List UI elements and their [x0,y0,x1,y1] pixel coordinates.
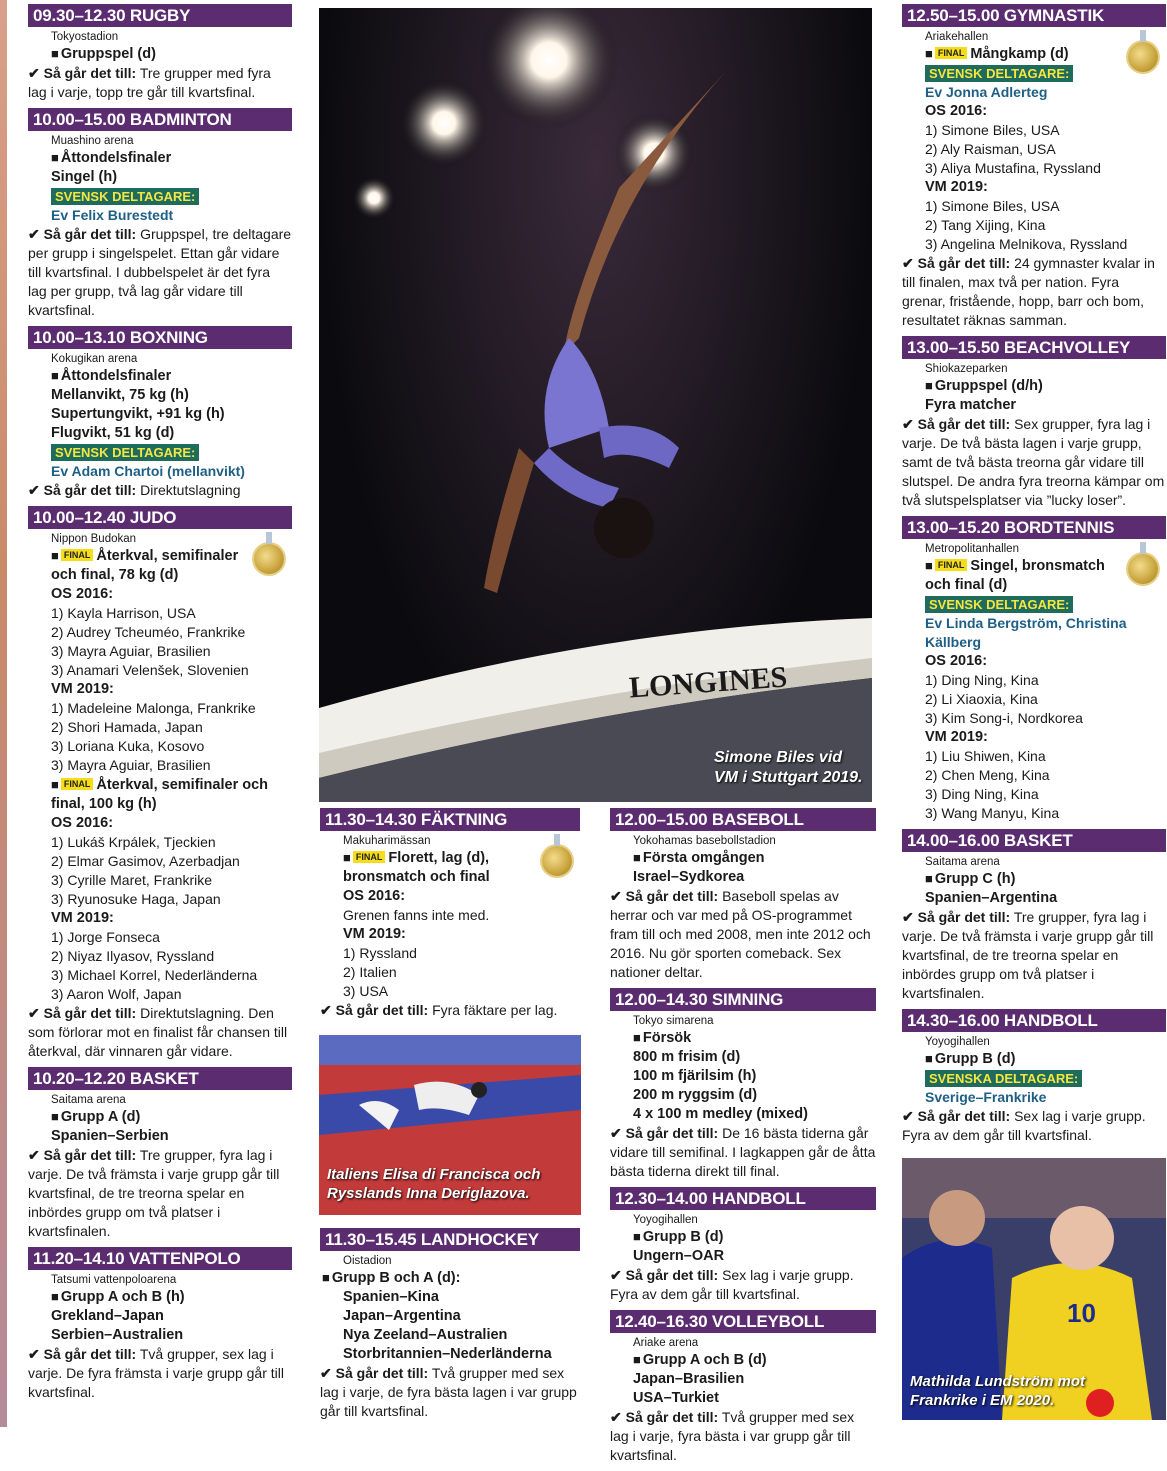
final-badge: FINAL [935,47,968,59]
event-line: ■ Grupp B och A (d): [322,1268,580,1288]
section-header: 13.00–15.20 BORDTENNIS [902,516,1166,539]
race-line: 800 m frisim (d) [633,1049,741,1065]
venue: Shiokazeparken [925,363,1008,375]
final-event: ■ FINAL Mångkamp (d) [925,44,1166,64]
os-label: OS 2016: [925,653,988,669]
gold-medal-icon [1128,554,1158,584]
section-header: 11.30–14.30 FÄKTNING [320,808,580,831]
result-line: 3) Mayra Aguiar, Brasilien [51,757,211,773]
event-volleyball [610,1310,876,1465]
venue: Metropolitanhallen [925,543,1019,555]
result-line: 3) Ding Ning, Kina [925,786,1039,802]
venue: Saitama arena [925,856,1000,868]
section-header: 11.20–14.10 VATTENPOLO [28,1247,292,1270]
how-it-works: ✔ Så går det till: Baseboll spelas av herrar och var med på OS-programmet fram till och med 2008, men inte 2012 och 2016. Nu gör sporten comeback. Sex nationer deltar. [610,888,871,980]
how-it-works: ✔ Så går det till: Gruppspel, tre deltagare per grupp i singelspelet. Ettan går vidare till kvartsfinal. I dubbelspelet är det fyra lag per grupp, två lag går vidare till kvartsfinal. [28,226,292,318]
how-it-works: ✔ Så går det till: Tre grupper med fyra lag i varje, topp tre går till kvartsfinal. [28,65,271,100]
event-line: Singel (h) [51,169,118,185]
event-line: ■ Grupp B (d) [925,1049,1166,1069]
final-event: ■ FINAL Florett, lag (d), bronsmatch och final [343,848,580,887]
final-event: ■ FINAL Återkval, semifinaler och final, 78 kg (d) [51,546,292,585]
gold-medal-icon [542,846,572,876]
result-line: 1) Liu Shiwen, Kina [925,748,1046,764]
column-4 [902,4,1166,1151]
section-header: 10.00–12.40 JUDO [28,506,292,529]
swedish-participant-label: SVENSK DELTAGARE: [51,188,199,205]
venue: Ariake arena [633,1337,699,1349]
result-line: 3) USA [343,983,389,999]
swedish-participant-label: SVENSKA DELTAGARE: [925,1070,1082,1087]
result-line: 3) Aaron Wolf, Japan [51,986,182,1002]
result-line: 2) Niyaz Ilyasov, Ryssland [51,948,215,964]
final-badge: FINAL [353,851,386,863]
check-icon: ✔ [610,1409,622,1425]
how-it-works: ✔ Så går det till: Sex grupper, fyra lag i varje. De två bästa lagen i varje grupp, samt de två bästa treorna går vidare till slutspel. De andra fyra treorna kämpar om två slutspelsplatser via ”lucky loser”. [902,416,1165,508]
match-line: Spanien–Argentina [925,890,1058,906]
how-it-works: ✔ Så går det till: Tre grupper, fyra lag i varje. De två främsta i varje grupp går till kvartsfinal, de tre treorna spelar en inbördes grupp om två platser i kvartsfinalen. [28,1147,280,1239]
match-line: Serbien–Australien [51,1327,184,1343]
swedish-participant-label: SVENSK DELTAGARE: [925,65,1073,82]
result-line: 3) Mayra Aguiar, Brasilien [51,643,211,659]
vm-label: VM 2019: [925,729,988,745]
event-line: Flugvikt, 51 kg (d) [51,425,175,441]
how-it-works: ✔ Så går det till: Sex lag i varje grupp. Fyra av dem går till kvartsfinal. [902,1108,1146,1143]
os-label: OS 2016: [925,103,988,119]
final-event: ■ FINAL Singel, bronsmatch och final (d) [925,556,1166,595]
event-fencing [320,808,580,1020]
section-header: 10.20–12.20 BASKET [28,1067,292,1090]
result-line: 1) Ding Ning, Kina [925,672,1039,688]
event-basket-women [28,1067,292,1241]
swedish-participant: Ev Jonna Adlerteg [925,84,1048,100]
event-gymnastics [902,4,1166,330]
event-table-tennis [902,516,1166,823]
event-line: ■ Grupp A och B (h) [51,1287,292,1307]
check-icon: ✔ [610,1125,622,1141]
venue: Saitama arena [51,1094,126,1106]
how-it-works: ✔ Så går det till: Två grupper, sex lag i varje. De fyra främsta i varje grupp går till kvartsfinal. [28,1346,284,1400]
match-line: Storbritannien–Nederländerna [343,1346,552,1362]
venue: Ariakehallen [925,31,989,43]
gold-medal-icon [1128,42,1158,72]
check-icon: ✔ [28,482,40,498]
gold-medal-icon [254,544,284,574]
check-icon: ✔ [28,1346,40,1362]
match-line: Japan–Brasilien [633,1371,745,1387]
os-label: OS 2016: [51,815,114,831]
vm-label: VM 2019: [925,179,988,195]
event-line: ■ Gruppspel (d) [51,44,292,64]
check-icon: ✔ [610,1267,622,1283]
event-line: ■ Grupp A (d) [51,1107,292,1127]
column-1 [28,4,292,1408]
venue: Muashino arena [51,135,134,147]
match-line: Ungern–OAR [633,1248,725,1264]
how-it-works: ✔ Så går det till: Direktutslagning [28,482,241,498]
result-line: 1) Ryssland [343,945,417,961]
event-water-polo [28,1247,292,1402]
swedish-participant-label: SVENSK DELTAGARE: [925,596,1073,613]
venue: Oistadion [343,1255,392,1267]
fencing-photo [319,1035,581,1215]
photo-caption: Simone Biles vid VM i Stuttgart 2019. [714,749,863,786]
result-line: 3) Cyrille Maret, Frankrike [51,872,213,888]
event-judo [28,506,292,1061]
event-line: Mellanvikt, 75 kg (h) [51,387,189,403]
race-line: 100 m fjärilsim (h) [633,1068,757,1084]
match-line: Spanien–Serbien [51,1128,169,1144]
event-line: ■ Grupp C (h) [925,869,1166,889]
how-it-works: ✔ Så går det till: Tre grupper, fyra lag i varje. De två främsta i varje grupp går till kvartsfinal, de tre treorna spelar en inbördes grupp om två platser i kvartsfinalen. [902,909,1154,1001]
event-line: ■ Åttondelsfinaler [51,148,292,168]
event-field-hockey [320,1228,580,1421]
event-line: Supertungvikt, +91 kg (h) [51,406,225,422]
event-line: ■ Åttondelsfinaler [51,366,292,386]
column-3 [610,808,876,1471]
vm-label: VM 2019: [343,926,406,942]
event-baseball [610,808,876,982]
handball-photo [902,1158,1166,1420]
jersey-number: 10 [1067,1298,1096,1328]
check-icon: ✔ [28,65,40,81]
match-line: USA–Turkiet [633,1390,719,1406]
section-header: 14.00–16.00 BASKET [902,829,1166,852]
photo-caption: Mathilda Lundström mot Frankrike i EM 2020. [910,1373,1085,1409]
match-line: Israel–Sydkorea [633,869,745,885]
swedish-participant: Ev Adam Chartoi (mellanvikt) [51,463,245,479]
match-line: Nya Zeeland–Australien [343,1327,508,1343]
check-icon: ✔ [28,1005,40,1021]
result-line: 1) Lukáš Krpálek, Tjeckien [51,834,216,850]
result-line: 2) Li Xiaoxia, Kina [925,691,1038,707]
event-line: ■ Gruppspel (d/h) [925,376,1166,396]
final-badge: FINAL [61,549,94,561]
event-basket-men [902,829,1166,1003]
section-header: 10.00–15.00 BADMINTON [28,108,292,131]
how-it-works: ✔ Så går det till: De 16 bästa tiderna går vidare till semifinal. I lagkappen går de åtta bästa tiderna direkt till final. [610,1125,876,1179]
venue: Kokugikan arena [51,353,138,365]
how-it-works: ✔ Så går det till: Sex lag i varje grupp. Fyra av dem går till kvartsfinal. [610,1267,854,1302]
result-line: 3) Michael Korrel, Nederländerna [51,967,258,983]
result-line: 1) Madeleine Malonga, Frankrike [51,700,256,716]
how-it-works: ✔ Så går det till: Två grupper med sex lag i varje, fyra bästa i var grupp går till kvartsfinal. [610,1409,855,1463]
section-header: 14.30–16.00 HANDBOLL [902,1009,1166,1032]
result-line: 3) Kim Song-i, Nordkorea [925,710,1083,726]
check-icon: ✔ [320,1365,332,1381]
photo-caption: Italiens Elisa di Francisca och Rysslands Inna Deriglazova. [327,1166,541,1202]
result-line: 2) Audrey Tcheuméo, Frankrike [51,624,246,640]
venue: Tokyo simarena [633,1015,714,1027]
check-icon: ✔ [902,416,914,432]
result-line: 2) Italien [343,964,397,980]
match-line: Japan–Argentina [343,1308,461,1324]
result-line: 3) Aliya Mustafina, Ryssland [925,160,1101,176]
swedish-participant: Sverige–Frankrike [925,1089,1047,1105]
section-header: 13.00–15.50 BEACHVOLLEY [902,336,1166,359]
check-icon: ✔ [610,888,622,904]
section-header: 09.30–12.30 RUGBY [28,4,292,27]
venue: Yokohamas basebollstadion [633,835,776,847]
event-beach-volleyball [902,336,1166,510]
venue: Tokyostadion [51,31,119,43]
event-line: Fyra matcher [925,397,1017,413]
result-line: 3) Angelina Melnikova, Ryssland [925,236,1128,252]
result-line: 3) Ryunosuke Haga, Japan [51,891,221,907]
final-badge: FINAL [935,559,968,571]
os-label: OS 2016: [51,586,114,602]
section-header: 12.00–15.00 BASEBOLL [610,808,876,831]
gymnast-photo-art [319,8,872,802]
section-header: 12.30–14.00 HANDBOLL [610,1187,876,1210]
result-line: 2) Chen Meng, Kina [925,767,1050,783]
result-line: 2) Elmar Gasimov, Azerbadjan [51,853,240,869]
race-line: 4 x 100 m medley (mixed) [633,1106,808,1122]
check-icon: ✔ [28,226,40,242]
check-icon: ✔ [28,1147,40,1163]
how-it-works: ✔ Så går det till: Två grupper med sex lag i varje, de fyra bästa lagen i var grupp går till kvartsfinal. [320,1365,577,1419]
event-swimming [610,988,876,1181]
how-it-works: ✔ Så går det till: 24 gymnaster kvalar in till finalen, max två per nation. Fyra grenar, fristående, hopp, barr och bom, resultatet räknas samman. [902,255,1155,328]
swedish-participant-label: SVENSK DELTAGARE: [51,444,199,461]
gymnast-photo [319,8,872,802]
final-event: ■ FINAL Återkval, semifinaler och final, 100 kg (h) [51,775,292,814]
page-edge-decoration [0,0,7,1427]
result-line: 1) Simone Biles, USA [925,198,1060,214]
venue: Makuharimässan [343,835,431,847]
match-line: Grekland–Japan [51,1308,164,1324]
final-badge: FINAL [61,778,94,790]
check-icon: ✔ [902,255,914,271]
vm-label: VM 2019: [51,681,114,697]
swedish-participant: Ev Linda Bergström, Christina Källberg [925,615,1127,650]
event-rugby [28,4,292,102]
event-handball-women [610,1187,876,1304]
section-header: 12.40–16.30 VOLLEYBOLL [610,1310,876,1333]
result-line: 3) Loriana Kuka, Kosovo [51,738,205,754]
section-header: 12.50–15.00 GYMNASTIK [902,4,1166,27]
result-line: 1) Kayla Harrison, USA [51,605,196,621]
result-line: 1) Jorge Fonseca [51,929,160,945]
race-line: 200 m ryggsim (d) [633,1087,758,1103]
venue: Yoyogihallen [633,1214,698,1226]
section-header: 12.00–14.30 SIMNING [610,988,876,1011]
column-2b [320,1228,580,1427]
os-label: OS 2016: [343,888,406,904]
event-boxing [28,326,292,500]
result-line: 3) Anamari Velenšek, Slovenien [51,662,249,678]
result-line: 2) Shori Hamada, Japan [51,719,203,735]
result-line: 2) Aly Raisman, USA [925,141,1056,157]
event-line: ■ Grupp A och B (d) [633,1350,876,1370]
check-icon: ✔ [320,1002,332,1018]
section-header: 10.00–13.10 BOXNING [28,326,292,349]
venue: Yoyogihallen [925,1036,990,1048]
event-line: ■ Försök [633,1028,876,1048]
event-line: ■ Grupp B (d) [633,1227,876,1247]
result-line: 2) Tang Xijing, Kina [925,217,1046,233]
how-it-works: ✔ Så går det till: Direktutslagning. Den som förlorar mot en finalist får chansen till återkval, där vinnaren går vidare. [28,1005,288,1059]
event-badminton [28,108,292,320]
swedish-participant: Ev Felix Burestedt [51,207,174,223]
section-header: 11.30–15.45 LANDHOCKEY [320,1228,580,1251]
event-handball-sweden [902,1009,1166,1145]
result-line: Grenen fanns inte med. [343,907,490,923]
column-2 [320,808,580,1026]
check-icon: ✔ [902,1108,914,1124]
how-it-works: ✔ Så går det till: Fyra fäktare per lag. [320,1002,558,1018]
vm-label: VM 2019: [51,910,114,926]
venue: Tatsumi vattenpoloarena [51,1274,177,1286]
venue: Nippon Budokan [51,533,137,545]
match-line: Spanien–Kina [343,1289,439,1305]
event-line: ■ Första omgången [633,848,876,868]
result-line: 1) Simone Biles, USA [925,122,1060,138]
result-line: 3) Wang Manyu, Kina [925,805,1060,821]
beam-brand: LONGINES [628,660,789,705]
check-icon: ✔ [902,909,914,925]
